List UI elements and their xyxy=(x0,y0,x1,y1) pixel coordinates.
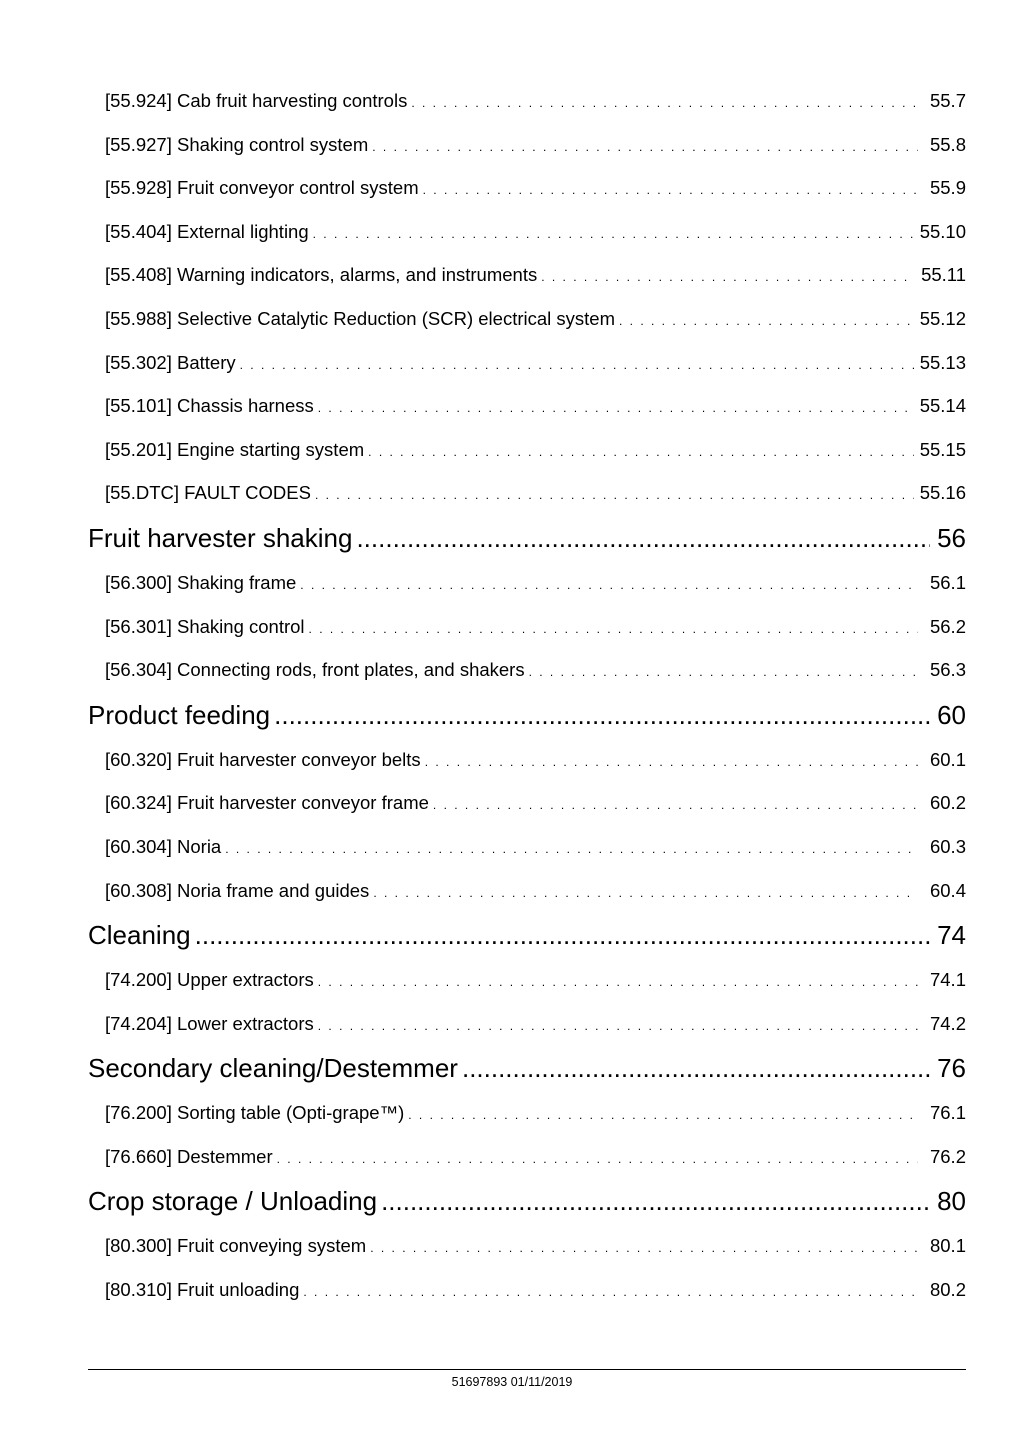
toc-entry-page-number: 60.1 xyxy=(929,748,966,770)
toc-section-entry[interactable] xyxy=(88,830,966,874)
dot-leader xyxy=(425,743,918,779)
dot-leader xyxy=(300,566,918,602)
toc-section-entry[interactable] xyxy=(88,1229,966,1273)
toc-section-entry[interactable] xyxy=(88,258,966,302)
dot-leader xyxy=(315,476,914,512)
dot-leader xyxy=(318,1007,918,1043)
toc-entry-page-number: 55.16 xyxy=(919,482,966,504)
toc-entry-page-number: 80.1 xyxy=(929,1235,966,1257)
toc-entry-page-number: 76.1 xyxy=(929,1102,966,1124)
table-of-contents xyxy=(88,84,966,1317)
toc-section-entry[interactable] xyxy=(88,1273,966,1317)
toc-entry-page-number: 56 xyxy=(937,522,966,553)
dot-leader xyxy=(372,128,918,164)
toc-section-entry[interactable] xyxy=(88,171,966,215)
toc-section-entry[interactable] xyxy=(88,346,966,390)
toc-entry-title: [55.201] Engine starting system xyxy=(105,438,365,460)
dot-leader xyxy=(619,302,914,338)
dot-leader xyxy=(195,918,930,952)
toc-section-entry[interactable] xyxy=(88,874,966,918)
toc-entry-page-number: 74 xyxy=(937,920,966,951)
toc-section-entry[interactable] xyxy=(88,128,966,172)
footer-divider xyxy=(88,1369,966,1370)
toc-entry-title: [60.308] Noria frame and guides xyxy=(105,879,370,901)
toc-entry-page-number: 60.2 xyxy=(929,792,966,814)
toc-chapter-entry[interactable] xyxy=(88,1051,966,1096)
toc-entry-page-number: 60.4 xyxy=(929,879,966,901)
toc-section-entry[interactable] xyxy=(88,1096,966,1140)
toc-entry-title: [56.301] Shaking control xyxy=(105,615,305,637)
dot-leader xyxy=(309,610,918,646)
dot-leader xyxy=(529,653,918,689)
toc-entry-title: [76.200] Sorting table (Opti-grape™) xyxy=(105,1102,405,1124)
toc-chapter-entry[interactable] xyxy=(88,918,966,963)
dot-leader xyxy=(303,1273,918,1309)
dot-leader xyxy=(313,215,914,251)
toc-entry-page-number: 60.3 xyxy=(929,835,966,857)
dot-leader xyxy=(541,258,915,294)
toc-entry-title: [55.302] Battery xyxy=(105,351,236,373)
toc-entry-title: [74.200] Upper extractors xyxy=(105,969,314,991)
dot-leader xyxy=(356,521,930,555)
toc-entry-title: [55.988] Selective Catalytic Reduction (SCR) electrical system xyxy=(105,307,615,329)
toc-section-entry[interactable] xyxy=(88,84,966,128)
toc-section-entry[interactable] xyxy=(88,302,966,346)
toc-entry-page-number: 76 xyxy=(937,1053,966,1084)
toc-entry-page-number: 55.14 xyxy=(919,395,966,417)
toc-entry-title: [80.300] Fruit conveying system xyxy=(105,1235,367,1257)
toc-entry-title: [55.927] Shaking control system xyxy=(105,133,369,155)
toc-entry-title: [60.324] Fruit harvester conveyor frame xyxy=(105,792,429,814)
toc-entry-title: Cleaning xyxy=(88,920,191,951)
dot-leader xyxy=(373,874,918,910)
toc-entry-title: [55.404] External lighting xyxy=(105,220,309,242)
toc-entry-title: [56.300] Shaking frame xyxy=(105,571,297,593)
toc-entry-title: Crop storage / Unloading xyxy=(88,1186,378,1217)
toc-entry-page-number: 60 xyxy=(937,699,966,730)
toc-section-entry[interactable] xyxy=(88,476,966,520)
toc-section-entry[interactable] xyxy=(88,1140,966,1184)
dot-leader xyxy=(381,1184,930,1218)
toc-entry-page-number: 56.3 xyxy=(929,659,966,681)
toc-entry-title: Product feeding xyxy=(88,699,271,730)
toc-section-entry[interactable] xyxy=(88,653,966,697)
toc-section-entry[interactable] xyxy=(88,963,966,1007)
toc-entry-title: [56.304] Connecting rods, front plates, and shakers xyxy=(105,659,525,681)
footer-document-id: 51697893 01/11/2019 xyxy=(451,1375,573,1389)
toc-section-entry[interactable] xyxy=(88,743,966,787)
toc-entry-title: [55.924] Cab fruit harvesting controls xyxy=(105,90,408,111)
toc-entry-page-number: 80.2 xyxy=(929,1279,966,1301)
toc-entry-page-number: 55.7 xyxy=(929,90,966,111)
toc-section-entry[interactable] xyxy=(88,215,966,259)
dot-leader xyxy=(240,346,914,382)
dot-leader xyxy=(408,1096,918,1132)
toc-entry-title: Fruit harvester shaking xyxy=(88,522,353,553)
toc-entry-title: Secondary cleaning/Destemmer xyxy=(88,1053,458,1084)
toc-entry-title: [60.320] Fruit harvester conveyor belts xyxy=(105,748,421,770)
toc-section-entry[interactable] xyxy=(88,566,966,610)
toc-section-entry[interactable] xyxy=(88,433,966,477)
toc-section-entry[interactable] xyxy=(88,389,966,433)
toc-entry-page-number: 55.10 xyxy=(919,220,966,242)
toc-entry-page-number: 74.2 xyxy=(929,1012,966,1034)
toc-entry-page-number: 76.2 xyxy=(929,1145,966,1167)
toc-entry-title: [74.204] Lower extractors xyxy=(105,1012,314,1034)
dot-leader xyxy=(225,830,918,866)
toc-section-entry[interactable] xyxy=(88,786,966,830)
toc-chapter-entry[interactable] xyxy=(88,698,966,743)
toc-entry-page-number: 55.11 xyxy=(921,264,966,286)
toc-entry-page-number: 55.15 xyxy=(919,438,966,460)
toc-entry-title: [55.928] Fruit conveyor control system xyxy=(105,177,419,199)
toc-entry-page-number: 55.9 xyxy=(929,177,966,199)
toc-entry-page-number: 74.1 xyxy=(929,969,966,991)
toc-entry-title: [55.408] Warning indicators, alarms, and instruments xyxy=(105,264,538,286)
toc-section-entry[interactable] xyxy=(88,610,966,654)
toc-chapter-entry[interactable] xyxy=(88,1184,966,1229)
dot-leader xyxy=(277,1140,918,1176)
toc-entry-page-number: 80 xyxy=(937,1186,966,1217)
dot-leader xyxy=(423,171,918,207)
dot-leader xyxy=(274,698,930,732)
toc-entry-page-number: 56.2 xyxy=(929,615,966,637)
dot-leader xyxy=(368,433,914,469)
toc-entry-page-number: 56.1 xyxy=(929,571,966,593)
toc-entry-page-number: 55.8 xyxy=(929,133,966,155)
dot-leader xyxy=(370,1229,918,1265)
toc-entry-title: [55.DTC] FAULT CODES xyxy=(105,482,311,504)
toc-section-entry[interactable] xyxy=(88,1007,966,1051)
dot-leader xyxy=(318,963,918,999)
toc-entry-page-number: 55.12 xyxy=(919,307,966,329)
toc-entry-title: [60.304] Noria xyxy=(105,835,222,857)
dot-leader xyxy=(433,786,918,822)
dot-leader xyxy=(462,1051,930,1085)
toc-entry-title: [80.310] Fruit unloading xyxy=(105,1279,300,1301)
toc-entry-title: [76.660] Destemmer xyxy=(105,1145,273,1167)
toc-entry-title: [55.101] Chassis harness xyxy=(105,395,314,417)
toc-entry-page-number: 55.13 xyxy=(919,351,966,373)
dot-leader xyxy=(411,84,918,120)
toc-chapter-entry[interactable] xyxy=(88,521,966,566)
dot-leader xyxy=(318,389,914,425)
